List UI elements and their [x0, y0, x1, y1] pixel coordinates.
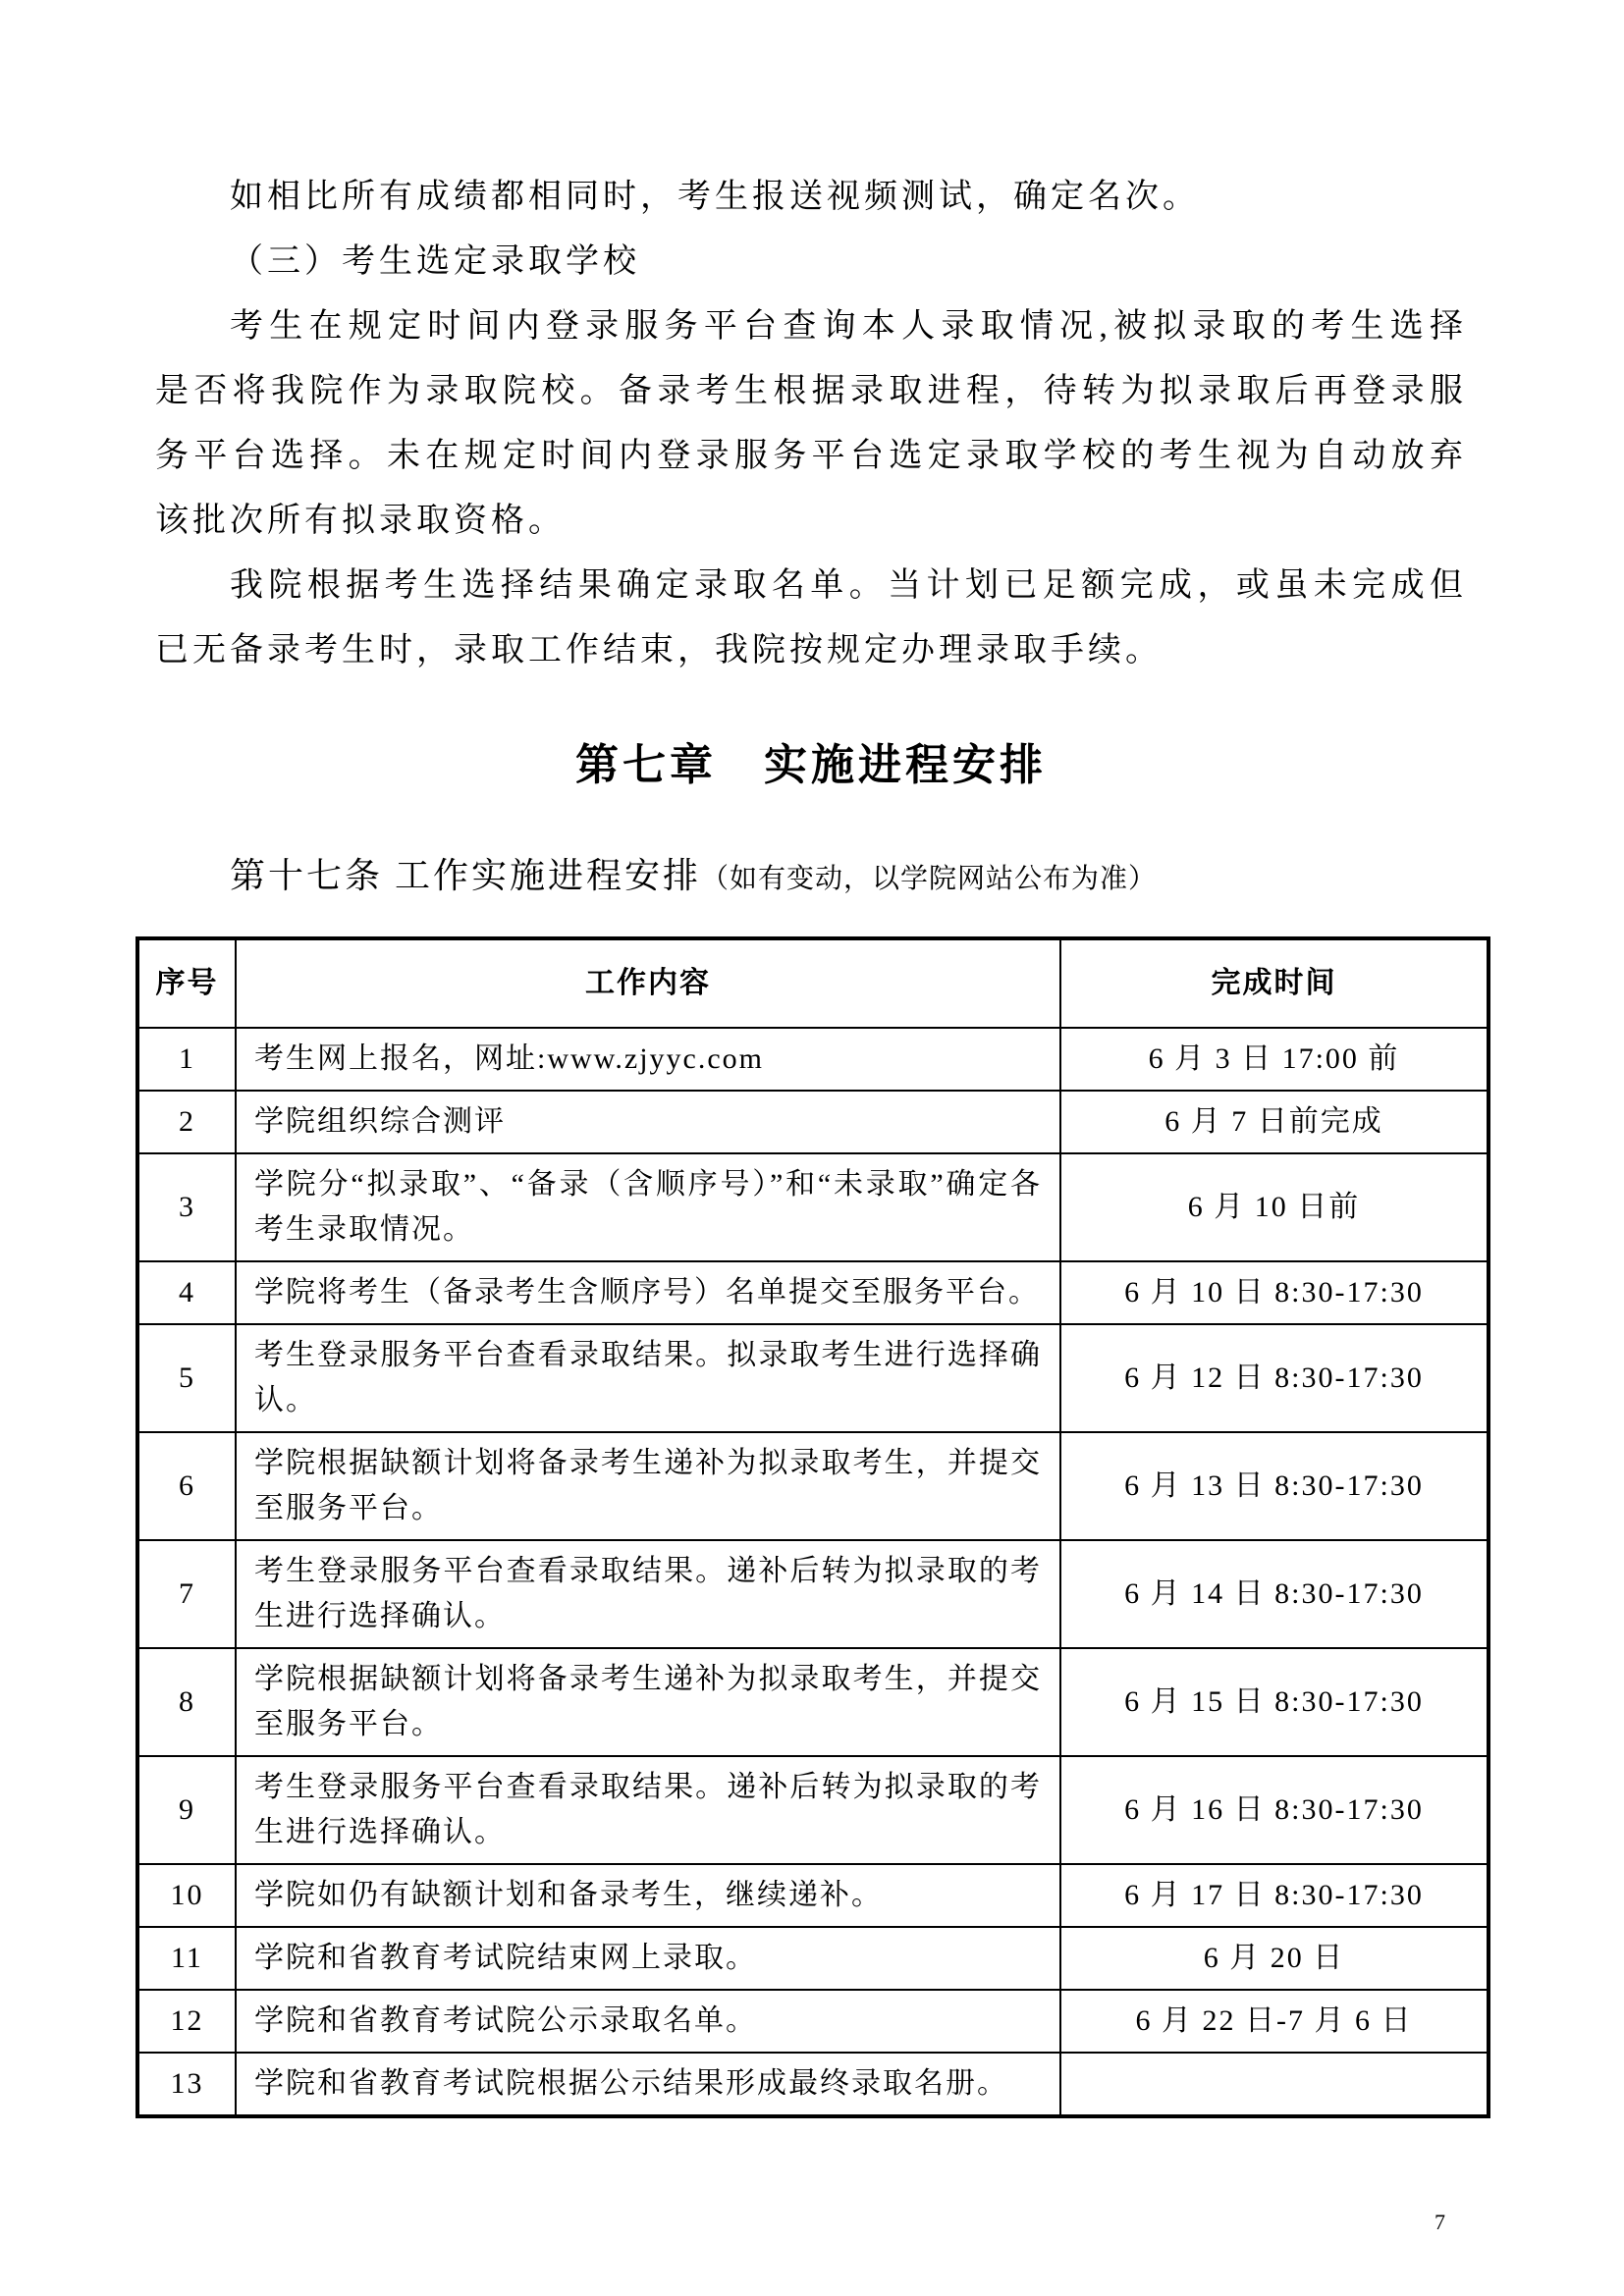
work-content-cell: 学院和省教育考试院结束网上录取。	[236, 1927, 1060, 1990]
row-number-cell: 1	[137, 1028, 236, 1091]
work-content-cell: 考生网上报名，网址:www.zjyyc.com	[236, 1028, 1060, 1091]
row-number-cell: 10	[137, 1864, 236, 1927]
table-row	[137, 1091, 1489, 1153]
work-content-cell: 学院将考生（备录考生含顺序号）名单提交至服务平台。	[236, 1261, 1060, 1324]
row-number-cell: 11	[137, 1927, 236, 1990]
finish-time-cell: 6 月 3 日 17:00 前	[1060, 1028, 1489, 1091]
finish-time-cell: 6 月 20 日	[1060, 1927, 1489, 1990]
finish-time-cell: 6 月 13 日 8:30-17:30	[1060, 1432, 1489, 1540]
finish-time-cell: 6 月 16 日 8:30-17:30	[1060, 1756, 1489, 1864]
header-finish-time: 完成时间	[1060, 938, 1489, 1028]
table-row	[137, 1261, 1489, 1324]
text-line: 我院根据考生选择结果确定录取名单。当计划已足额完成，或虽未完成但	[230, 567, 1467, 604]
finish-time-cell: 6 月 12 日 8:30-17:30	[1060, 1324, 1489, 1432]
finish-time-cell: 6 月 15 日 8:30-17:30	[1060, 1648, 1489, 1756]
row-number-cell: 6	[137, 1432, 236, 1540]
row-number-cell: 13	[137, 2053, 236, 2116]
table-row	[137, 1990, 1489, 2053]
row-number-cell: 5	[137, 1324, 236, 1432]
body-text	[155, 165, 1467, 683]
table-row	[137, 1153, 1489, 1261]
paragraph	[155, 165, 1467, 230]
row-number-cell: 3	[137, 1153, 236, 1261]
finish-time-cell: 6 月 22 日-7 月 6 日	[1060, 1990, 1489, 2053]
paragraph	[155, 554, 1467, 683]
finish-time-cell	[1060, 2053, 1489, 2116]
finish-time-cell: 6 月 10 日 8:30-17:30	[1060, 1261, 1489, 1324]
work-content-cell: 考生登录服务平台查看录取结果。拟录取考生进行选择确认。	[236, 1324, 1060, 1432]
page-number: 7	[1435, 2210, 1445, 2234]
work-content-cell: 学院根据缺额计划将备录考生递补为拟录取考生，并提交至服务平台。	[236, 1432, 1060, 1540]
row-number-cell: 4	[137, 1261, 236, 1324]
table-row	[137, 2053, 1489, 2116]
row-number-cell: 2	[137, 1091, 236, 1153]
table-row	[137, 1540, 1489, 1648]
header-work-content: 工作内容	[236, 938, 1060, 1028]
finish-time-cell: 6 月 14 日 8:30-17:30	[1060, 1540, 1489, 1648]
table-row	[137, 1864, 1489, 1927]
work-content-cell: 考生登录服务平台查看录取结果。递补后转为拟录取的考生进行选择确认。	[236, 1540, 1060, 1648]
article-title: 第十七条 工作实施进程安排	[230, 856, 702, 895]
work-content-cell: 学院根据缺额计划将备录考生递补为拟录取考生，并提交至服务平台。	[236, 1648, 1060, 1756]
table-row	[137, 1432, 1489, 1540]
table-row	[137, 1028, 1489, 1091]
work-content-cell: 学院如仍有缺额计划和备录考生，继续递补。	[236, 1864, 1060, 1927]
paragraph	[155, 230, 1467, 294]
article-note: （如有变动，以学院网站公布为准）	[701, 864, 1158, 894]
finish-time-cell: 6 月 17 日 8:30-17:30	[1060, 1864, 1489, 1927]
article-line	[155, 848, 1467, 907]
header-seq-number: 序号	[137, 938, 236, 1028]
finish-time-cell: 6 月 7 日前完成	[1060, 1091, 1489, 1153]
text-line: 考生在规定时间内登录服务平台查询本人录取情况,被拟录取的考生选择	[230, 308, 1467, 345]
finish-time-cell: 6 月 10 日前	[1060, 1153, 1489, 1261]
table-row	[137, 1324, 1489, 1432]
schedule-table	[135, 936, 1490, 2118]
row-number-cell: 9	[137, 1756, 236, 1864]
work-content-cell: 学院组织综合测评	[236, 1091, 1060, 1153]
text-line: 已无备录考生时，录取工作结束，我院按规定办理录取手续。	[155, 632, 1163, 668]
table-header-row	[137, 938, 1489, 1028]
row-number-cell: 8	[137, 1648, 236, 1756]
text-line: 如相比所有成绩都相同时，考生报送视频测试，确定名次。	[230, 179, 1200, 215]
chapter-heading: 第七章 实施进程安排	[575, 741, 1047, 789]
table-row	[137, 1927, 1489, 1990]
text-line: 是否将我院作为录取院校。备录考生根据录取进程，待转为拟录取后再登录服	[155, 373, 1467, 409]
table-row	[137, 1648, 1489, 1756]
row-number-cell: 7	[137, 1540, 236, 1648]
work-content-cell: 学院和省教育考试院根据公示结果形成最终录取名册。	[236, 2053, 1060, 2116]
paragraph	[155, 294, 1467, 554]
table-row	[137, 1756, 1489, 1864]
row-number-cell: 12	[137, 1990, 236, 2053]
work-content-cell: 学院分“拟录取”、“备录（含顺序号）”和“未录取”确定各考生录取情况。	[236, 1153, 1060, 1261]
text-line: （三）考生选定录取学校	[230, 243, 640, 280]
text-line: 务平台选择。未在规定时间内登录服务平台选定录取学校的考生视为自动放弃	[155, 438, 1467, 474]
work-content-cell: 学院和省教育考试院公示录取名单。	[236, 1990, 1060, 2053]
work-content-cell: 考生登录服务平台查看录取结果。递补后转为拟录取的考生进行选择确认。	[236, 1756, 1060, 1864]
text-line: 该批次所有拟录取资格。	[155, 503, 566, 539]
